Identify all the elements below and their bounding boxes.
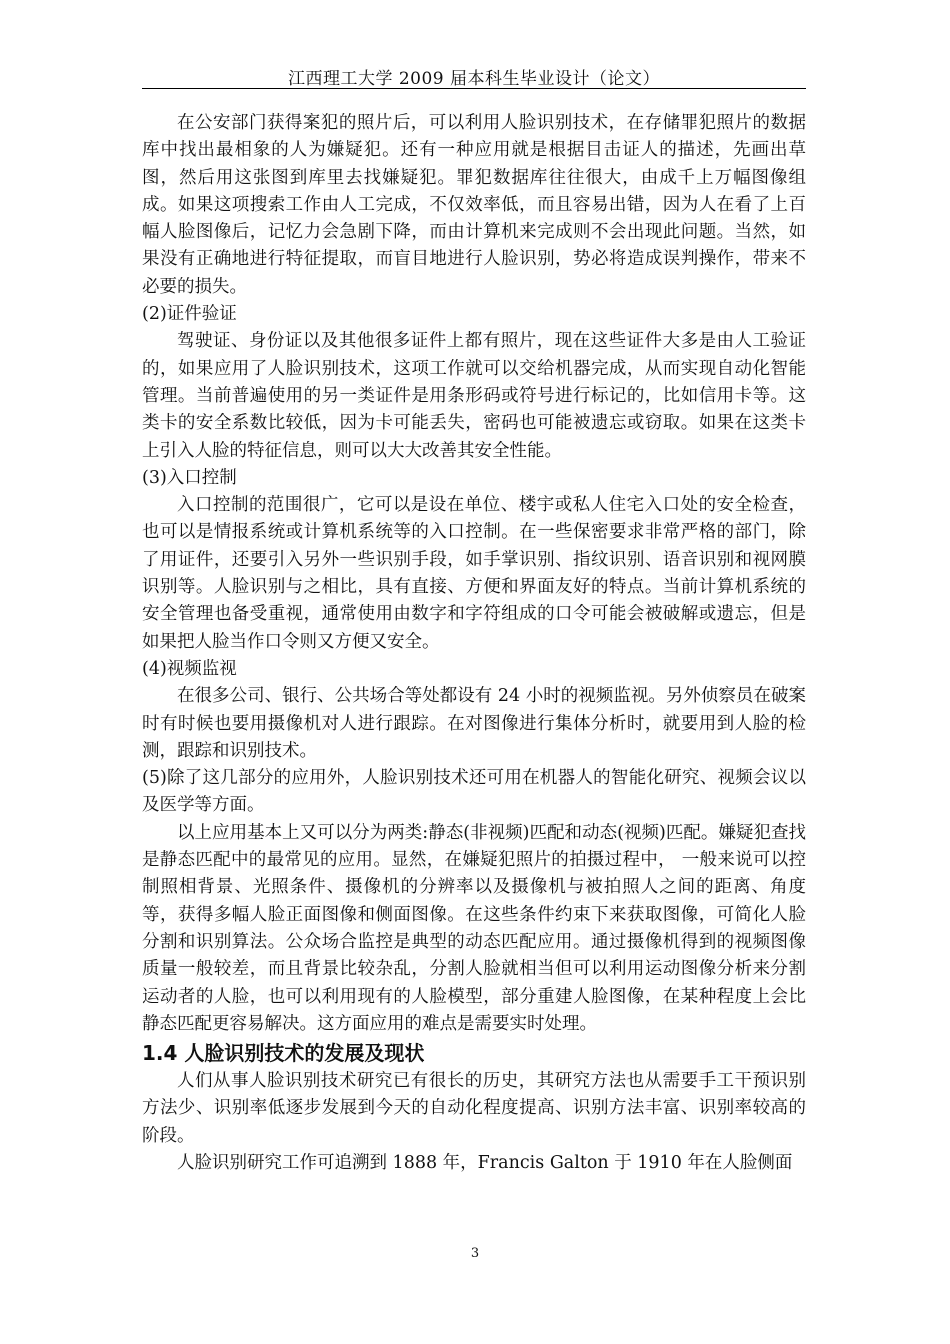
document-body — [142, 110, 806, 1177]
header-rule — [142, 88, 806, 89]
subheading-id-verification: (2)证件验证 — [142, 304, 237, 325]
paragraph-5: (5)除了这几部分的应用外，人脸识别技术还可用在机器人的智能化研究、视频会议以及医学等方面。 — [142, 768, 806, 816]
subheading-video-surveillance: (4)视频监视 — [142, 658, 237, 679]
section-heading: 1.4 人脸识别技术的发展及现状 — [142, 1041, 425, 1066]
paragraph-7: 人们从事人脸识别技术研究已有很长的历史，其研究方法也从需要手工干预识别方法少、识别率低逐步发展到今天的自动化程度提高、识别方法丰富、识别率较高的阶段。 — [142, 1071, 806, 1146]
page-number: 3 — [470, 1246, 480, 1261]
paragraph-3: 入口控制的范围很广，它可以是设在单位、楼宇或私人住宅入口处的安全检查，也可以是情报系统或计算机系统等的入口控制。在一些保密要求非常严格的部门，除了用证件，还要引入另外一些识别手段，如手掌识别、指纹识别、语音识别和视网膜识别等。人脸识别与之相比，具有直接、方便和界面友好的特点。当前计算机系统的安全管理也备受重视，通常使用由数字和字符组成的口令可能会被破解或遗忘，但是如果把人脸当作口令则又方便又安全。 — [142, 495, 806, 652]
paragraph-4: 在很多公司、银行、公共场合等处都设有 24 小时的视频监视。另外侦察员在破案时有时候也要用摄像机对人进行跟踪。在对图像进行集体分析时，就要用到人脸的检测，跟踪和识别技术。 — [142, 686, 806, 761]
paragraph-8: 人脸识别研究工作可追溯到 1888 年，Francis Galton 于 1910 年在人脸侧面 — [177, 1152, 793, 1173]
subheading-entry-control: (3)入口控制 — [142, 467, 237, 488]
paragraph-2: 驾驶证、身份证以及其他很多证件上都有照片，现在这些证件大多是由人工验证的，如果应用了人脸识别技术，这项工作就可以交给机器完成，从而实现自动化智能管理。当前普遍使用的另一类证件是用条形码或符号进行标记的，比如信用卡等。这类卡的安全系数比较低，因为卡可能丢失，密码也可能被遗忘或窃取。如果在这类卡上引入人脸的特征信息，则可以大大改善其安全性能。 — [142, 331, 806, 461]
page-header: 江西理工大学 2009 届本科生毕业设计（论文） — [287, 69, 661, 89]
paragraph-6: 以上应用基本上又可以分为两类:静态(非视频)匹配和动态(视频)匹配。嫌疑犯查找是静态匹配中的最常见的应用。显然，在嫌疑犯照片的拍摄过程中， 一般来说可以控制照相背景、光照条件、摄像机的分辨率以及摄像机与被拍照人之间的距离、角度等，获得多幅人脸正面图像和侧面图像。在这些条件约束下来获取图像，可简化人脸分割和识别算法。公众场合监控是典型的动态匹配应用。通过摄像机得到的视频图像质量一般较差，而且背景比较杂乱，分割人脸就相当但可以利用运动图像分析来分割运动者的人脸，也可以利用现有的人脸模型，部分重建人脸图像，在某种程度上会比静态匹配更容易解决。这方面应用的难点是需要实时处理。 — [142, 822, 806, 1034]
paragraph-1: 在公安部门获得案犯的照片后，可以利用人脸识别技术，在存储罪犯照片的数据库中找出最相象的人为嫌疑犯。还有一种应用就是根据目击证人的描述，先画出草图，然后用这张图到库里去找嫌疑犯。罪犯数据库往往很大，由成千上万幅图像组成。如果这项搜索工作由人工完成，不仅效率低，而且容易出错，因为人在看了上百幅人脸图像后，记忆力会急剧下降，而由计算机来完成则不会出现此问题。当然，如果没有正确地进行特征提取，而盲目地进行人脸识别，势必将造成误判操作，带来不必要的损失。 — [142, 113, 806, 297]
